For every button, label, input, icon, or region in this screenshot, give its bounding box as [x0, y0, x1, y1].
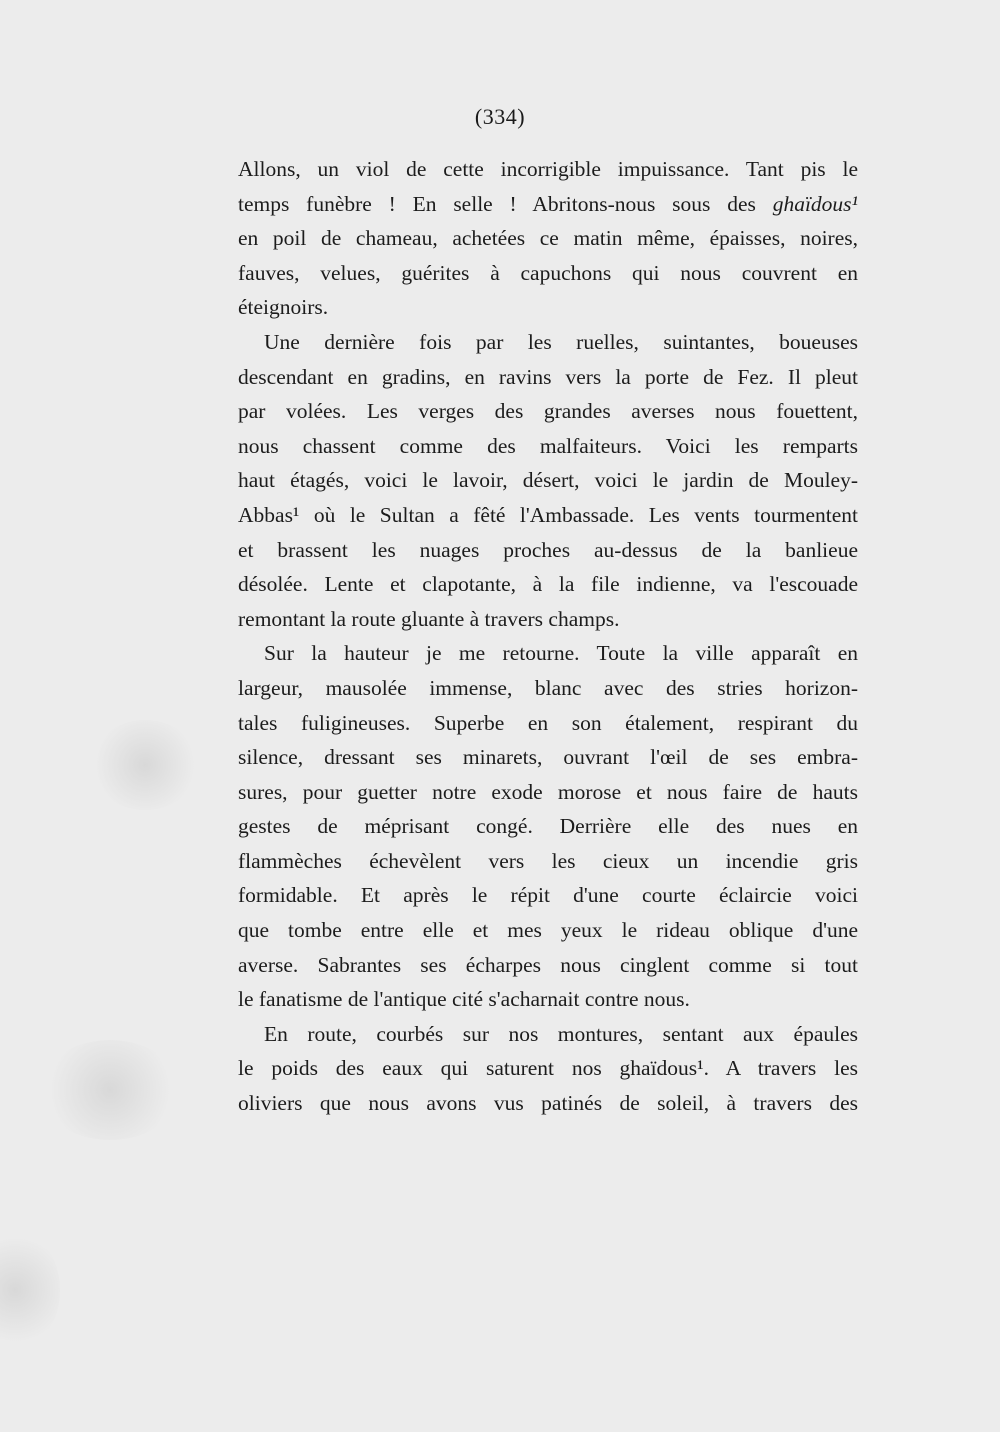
text-line: largeur, mausolée immense, blanc avec des stries horizon- — [238, 675, 858, 700]
text-line: par volées. Les verges des grandes averses nous fouettent, — [238, 399, 858, 424]
paper-stain — [40, 1040, 180, 1140]
text-line: en poil de chameau, achetées ce matin même, épaisses, noires, — [238, 226, 858, 251]
text-line: Sur la hauteur je me retourne. Toute la ville apparaît en — [264, 641, 858, 666]
italic-word: ghaïdous¹ — [772, 191, 858, 216]
text-line: le fanatisme de l'antique cité s'acharnait contre nous. — [238, 987, 690, 1012]
text-line: Une dernière fois par les ruelles, suintantes, boueuses — [264, 329, 858, 354]
text-line: averse. Sabrantes ses écharpes nous cinglent comme si tout — [238, 952, 858, 977]
text-line: que tombe entre elle et mes yeux le rideau oblique d'une — [238, 918, 858, 943]
text-line: haut étagés, voici le lavoir, désert, voici le jardin de Mouley- — [238, 468, 858, 493]
page-number: (334) — [474, 104, 526, 129]
text-line: formidable. Et après le répit d'une courte éclaircie voici — [238, 883, 858, 908]
body-text — [238, 152, 858, 1121]
text-line: fauves, velues, guérites à capuchons qui nous couvrent en — [238, 260, 858, 285]
text-line: gestes de méprisant congé. Derrière elle des nues en — [238, 814, 858, 839]
text-line: remontant la route gluante à travers champs. — [238, 606, 620, 631]
text-line: oliviers que nous avons vus patinés de soleil, à travers des — [238, 1091, 858, 1116]
text-line: désolée. Lente et clapotante, à la file indienne, va l'escouade — [238, 572, 858, 597]
text-line: nous chassent comme des malfaiteurs. Voici les remparts — [238, 433, 858, 458]
text-line: éteignoirs. — [238, 295, 329, 320]
text-line: temps funèbre ! En selle ! Abritons-nous sous des ghaïdous¹ — [238, 191, 858, 216]
text-line: flammèches échevèlent vers les cieux un incendie gris — [238, 848, 858, 873]
text-line: sures, pour guetter notre exode morose et nous faire de hauts — [238, 779, 858, 804]
paper-stain — [0, 1230, 60, 1350]
text-line: Abbas¹ où le Sultan a fêté l'Ambassade. Les vents tourmentent — [238, 502, 858, 527]
text-line: le poids des eaux qui saturent nos ghaïdous¹. A travers les — [238, 1056, 858, 1081]
text-line: tales fuligineuses. Superbe en son étalement, respirant du — [238, 710, 858, 735]
text-line: et brassent les nuages proches au-dessus de la banlieue — [238, 537, 858, 562]
text-line: Allons, un viol de cette incorrigible impuissance. Tant pis le — [238, 157, 858, 181]
text-line: En route, courbés sur nos montures, sentant aux épaules — [264, 1021, 858, 1046]
text-line: silence, dressant ses minarets, ouvrant l'œil de ses embra- — [238, 745, 858, 770]
paper-stain — [90, 720, 200, 810]
text-line: descendant en gradins, en ravins vers la porte de Fez. Il pleut — [238, 364, 858, 389]
